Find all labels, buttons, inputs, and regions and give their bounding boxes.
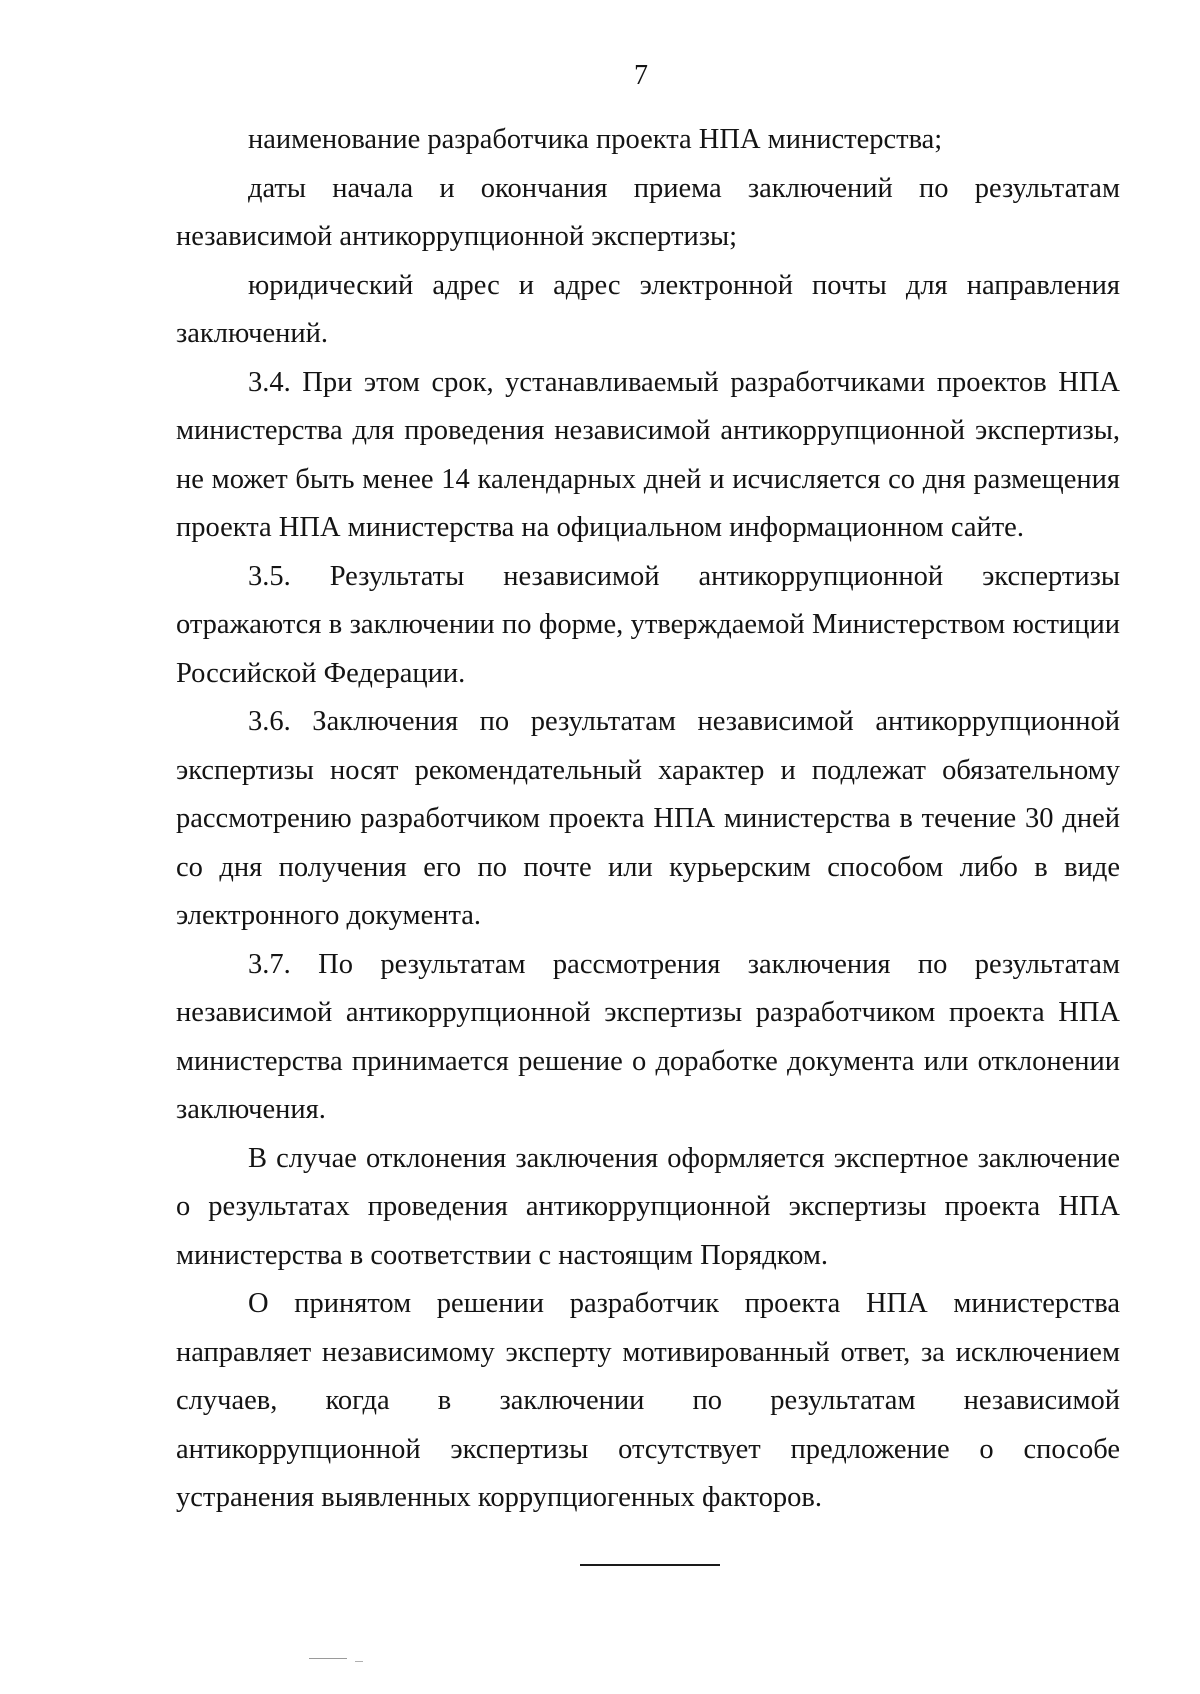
document-body (176, 116, 1120, 1523)
paragraph-3-6: 3.6. Заключения по результатам независимой антикоррупционной экспертизы носят рекомендательный характер и подлежат обязательному рассмотрению разработчиком проекта НПА министерства в течение 30 дней со дня получения его по почте или курьерским способом либо в виде электронного документа. (176, 706, 1120, 931)
end-of-document-rule (580, 1564, 720, 1566)
paragraph-developer-name: наименование разработчика проекта НПА министерства; (248, 124, 943, 155)
paragraph-legal-address: юридический адрес и адрес электронной почты для направления заключений. (176, 269, 1120, 349)
page-number: 7 (634, 60, 648, 91)
paragraph-decision-response: О принятом решении разработчик проекта НПА министерства направляет независимому эксперту мотивированный ответ, за исключением случаев, когда в заключении по результатам независимой антикоррупционной экспертизы отсутствует предложение о способе устранения выявленных коррупциогенных факторов. (176, 1288, 1120, 1513)
paragraph-3-5: 3.5. Результаты независимой антикоррупционной экспертизы отражаются в заключении по форме, утверждаемой Министерством юстиции Российской Федерации. (176, 560, 1120, 689)
scan-artifact-line (309, 1658, 347, 1659)
paragraph-acceptance-dates: даты начала и окончания приема заключений по результатам независимой антикоррупционной экспертизы; (176, 172, 1120, 252)
paragraph-rejection-case: В случае отклонения заключения оформляется экспертное заключение о результатах проведения антикоррупционной экспертизы проекта НПА министерства в соответствии с настоящим Порядком. (176, 1142, 1120, 1271)
paragraph-3-4: 3.4. При этом срок, устанавливаемый разработчиками проектов НПА министерства для проведения независимой антикоррупционной экспертизы, не может быть менее 14 календарных дней и исчисляется со дня размещения проекта НПА министерства на официальном информационном сайте. (176, 366, 1120, 543)
scan-artifact-dash (355, 1661, 363, 1662)
paragraph-3-7: 3.7. По результатам рассмотрения заключения по результатам независимой антикоррупционной экспертизы разработчиком проекта НПА министерства принимается решение о доработке документа или отклонении заключения. (176, 948, 1120, 1125)
